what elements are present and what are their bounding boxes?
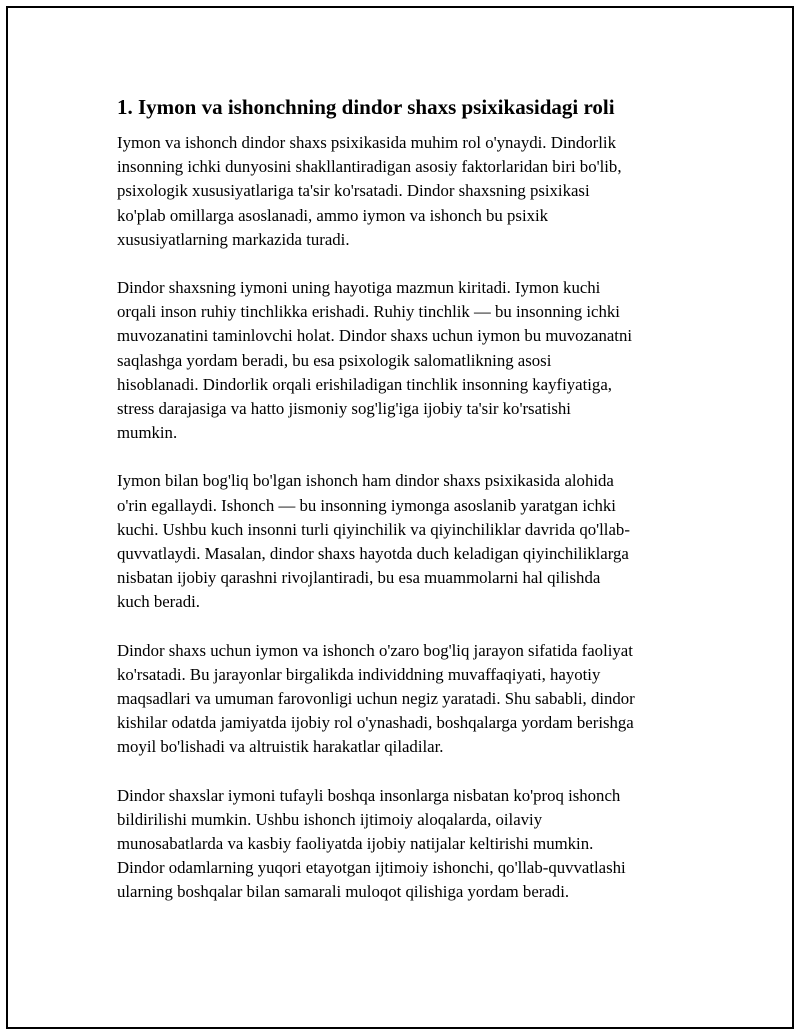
text-line: xususiyatlarning markazida turadi. [117,229,350,249]
paragraph [117,131,697,252]
text-line: Dindor shaxsning iymoni uning hayotiga mazmun kiritadi. Iymon kuchi [117,278,601,298]
paragraph [117,276,697,445]
text-line: Dindor odamlarning yuqori etayotgan ijtimoiy ishonchi, qo'llab-quvvatlashi [117,858,626,878]
text-line: quvvatlaydi. Masalan, dindor shaxs hayotda duch keladigan qiyinchiliklarga [117,544,629,564]
paragraph [117,469,697,614]
text-line: hisoblanadi. Dindorlik orqali erishiladigan tinchlik insonning kayfiyatiga, [117,374,612,394]
text-line: kuchi. Ushbu kuch insonni turli qiyinchilik va qiyinchiliklar davrida qo'llab- [117,519,630,539]
text-line: insonning ichki dunyosini shakllantiradigan asosiy faktorlaridan biri bo'lib, [117,157,622,177]
text-line: moyil bo'lishadi va altruistik harakatlar qiladilar. [117,737,444,757]
document-body [117,93,697,929]
text-line: muvozanatini taminlovchi holat. Dindor shaxs uchun iymon bu muvozanatni [117,326,632,346]
text-line: ularning boshqalar bilan samarali muloqot qilishiga yordam beradi. [117,882,570,902]
text-line: munosabatlarda va kasbiy faoliyatda ijobiy natijalar keltirishi mumkin. [117,834,594,854]
text-line: saqlashga yordam beradi, bu esa psixologik salomatlikning asosi [117,350,552,370]
paragraph [117,784,697,905]
text-line: orqali inson ruhiy tinchlikka erishadi. Ruhiy tinchlik — bu insonning ichki [117,302,620,322]
section-heading: 1. Iymon va ishonchning dindor shaxs psixikasidagi roli [117,95,615,119]
text-line: nisbatan ijobiy qarashni rivojlantiradi, bu esa muammolarni hal qilishda [117,568,601,588]
text-line: maqsadlari va umuman farovonligi uchun negiz yaratadi. Shu sababli, dindor [117,689,635,709]
text-line: ko'rsatadi. Bu jarayonlar birgalikda individdning muvaffaqiyati, hayotiy [117,664,601,684]
text-line: o'rin egallaydi. Ishonch — bu insonning iymonga asoslanib yaratgan ichki [117,495,616,515]
text-line: Iymon va ishonch dindor shaxs psixikasida muhim rol o'ynaydi. Dindorlik [117,133,616,152]
text-line: mumkin. [117,423,178,443]
text-line: Dindor shaxslar iymoni tufayli boshqa insonlarga nisbatan ko'proq ishonch [117,785,621,805]
text-line: kishilar odatda jamiyatda ijobiy rol o'ynashadi, boshqalarga yordam berishga [117,713,634,733]
text-line: ko'plab omillarga asoslanadi, ammo iymon va ishonch bu psixik [117,205,549,225]
text-line: Iymon bilan bog'liq bo'lgan ishonch ham dindor shaxs psixikasida alohida [117,471,614,491]
text-line: kuch beradi. [117,592,200,612]
text-line: stress darajasiga va hatto jismoniy sog'lig'iga ijobiy ta'sir ko'rsatishi [117,399,571,419]
text-line: bildirilishi mumkin. Ushbu ishonch ijtimoiy aloqalarda, oilaviy [117,809,543,829]
text-line: psixologik xususiyatlariga ta'sir ko'rsatadi. Dindor shaxsning psixikasi [117,181,590,201]
paragraph [117,639,697,760]
text-line: Dindor shaxs uchun iymon va ishonch o'zaro bog'liq jarayon sifatida faoliyat [117,640,633,660]
